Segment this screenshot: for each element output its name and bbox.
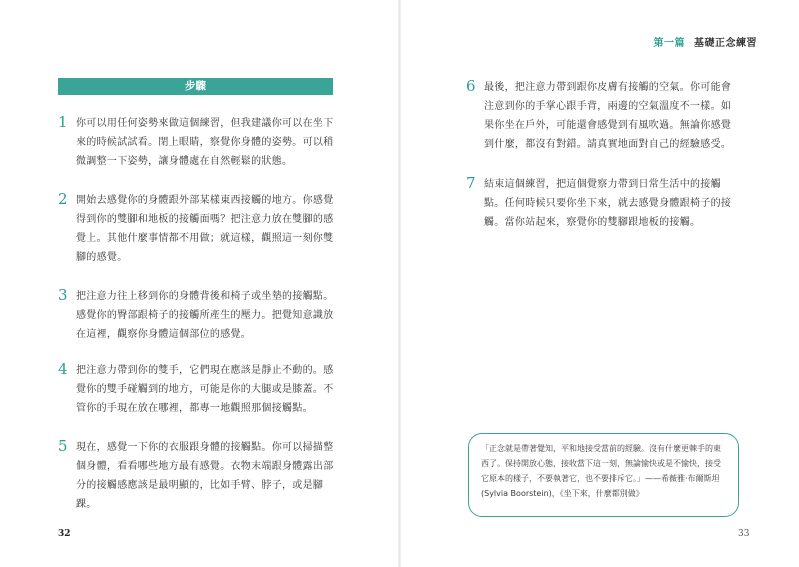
step-text: 最後，把注意力帶到跟你皮膚有接觸的空氣。你可能會注意到你的手掌心跟手背，兩邊的空氣溫度不一樣。如果你坐在戶外，可能還會感覺到有風吹過。無論你感覺到什麼，都沒有對錯。請真實地面對自己的經驗感受。 xyxy=(484,82,732,150)
page-number-right: 33 xyxy=(738,529,750,539)
step-number: 7 xyxy=(466,174,476,192)
step-text: 開始去感覺你的身體跟外部某樣東西接觸的地方。你感覺得到你的雙腳和地板的接觸面嗎？把注意力放在雙腳的感覺上。其他什麼事情都不用做；就這樣，觀照這一刻你雙腳的感覺。 xyxy=(76,195,334,263)
right-page xyxy=(400,0,799,567)
step-text: 把注意力往上移到你的身體背後和椅子或坐墊的接觸點。感覺你的臀部跟椅子的接觸所產生的壓力。把覺知意識放在這裡，觀察你身體這個部位的感覺。 xyxy=(76,291,334,340)
running-header xyxy=(654,34,758,49)
step-text: 現在，感覺一下你的衣服跟身體的接觸點。你可以掃描整個身體，看看哪些地方最有感覺。衣物末端跟身體露出部分的接觸感應該是最明顯的，比如手臂、脖子，或是腳踝。 xyxy=(76,442,334,510)
step-text: 把注意力帶到你的雙手，它們現在應該是靜止不動的。感覺你的雙手碰觸到的地方，可能是你的大腿或是膝蓋。不管你的手現在放在哪裡，都專一地觀照那個接觸點。 xyxy=(76,365,334,414)
step-number: 1 xyxy=(58,113,68,131)
step-number: 4 xyxy=(58,360,68,378)
page-number-left: 32 xyxy=(58,529,71,539)
step-number: 2 xyxy=(58,190,68,208)
left-page xyxy=(0,0,399,567)
part-label: 第一篇 xyxy=(653,38,685,49)
quote-box: 「正念就是帶著覺知，平和地接受當前的經驗。沒有什麼更棘手的東西了。保持開放心態，接收當下這一刻，無論愉快或是不愉快，接受它原本的樣子，不要執著它，也不要排斥它。」——希薇雅·布爾斯坦 (Sylvia Boorstein)，《坐下來，什麼都別做》 xyxy=(468,433,739,517)
step-number: 3 xyxy=(58,286,68,304)
step-text: 結束這個練習，把這個覺察力帶到日常生活中的接觸點。任何時候只要你坐下來，就去感覺身體跟椅子的接觸。當你站起來，察覺你的雙腳跟地板的接觸。 xyxy=(484,179,732,228)
chapter-title: 基礎正念練習 xyxy=(694,38,757,49)
step-number: 5 xyxy=(58,437,68,455)
step-number: 6 xyxy=(466,77,476,95)
step-text: 你可以用任何姿勢來做這個練習，但我建議你可以在坐下來的時候試試看。閉上眼睛，察覺你身體的姿勢。可以稍微調整一下姿勢，讓身體處在自然輕鬆的狀態。 xyxy=(76,118,334,167)
section-title-bar: 步驟 xyxy=(58,78,333,95)
